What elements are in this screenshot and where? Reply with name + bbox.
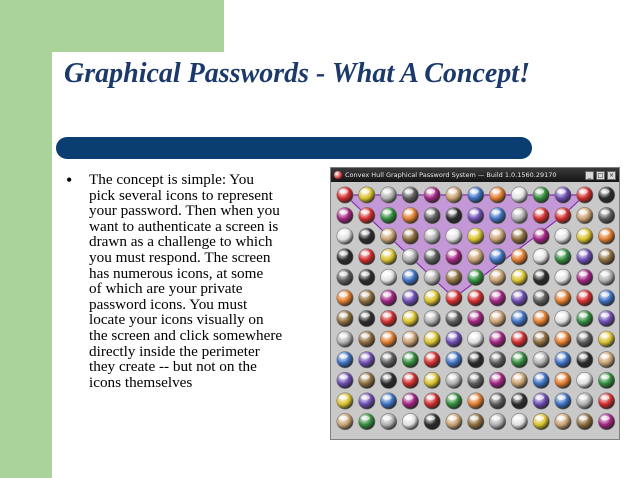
icon-gloss	[426, 292, 435, 297]
icon-gloss	[361, 375, 370, 380]
icon-gloss	[557, 272, 566, 277]
icon-gloss	[361, 251, 370, 256]
green-left-band	[0, 0, 52, 478]
icon-gloss	[535, 230, 544, 235]
icon-gloss	[492, 395, 501, 400]
icon-gloss	[557, 375, 566, 380]
icon-gloss	[579, 333, 588, 338]
green-top-block	[52, 0, 224, 52]
icon-gloss	[339, 395, 348, 400]
icon-gloss	[339, 189, 348, 194]
icon-gloss	[383, 292, 392, 297]
icon-gloss	[448, 416, 457, 421]
icon-gloss	[404, 210, 413, 215]
icon-gloss	[601, 251, 610, 256]
icon-gloss	[404, 292, 413, 297]
icon-gloss	[339, 251, 348, 256]
icon-gloss	[492, 333, 501, 338]
icon-gloss	[579, 354, 588, 359]
icon-gloss	[492, 230, 501, 235]
icon-gloss	[579, 189, 588, 194]
icon-gloss	[557, 333, 566, 338]
icon-gloss	[448, 354, 457, 359]
icon-gloss	[535, 189, 544, 194]
icon-gloss	[339, 333, 348, 338]
icon-gloss	[601, 333, 610, 338]
icon-gloss	[535, 395, 544, 400]
icon-gloss	[426, 395, 435, 400]
icon-gloss	[513, 313, 522, 318]
icon-gloss	[470, 354, 479, 359]
icon-gloss	[492, 210, 501, 215]
icon-gloss	[601, 375, 610, 380]
icon-gloss	[470, 416, 479, 421]
icon-gloss	[470, 292, 479, 297]
icon-gloss	[579, 272, 588, 277]
icon-gloss	[361, 416, 370, 421]
icon-gloss	[383, 333, 392, 338]
icon-gloss	[579, 292, 588, 297]
icon-gloss	[339, 313, 348, 318]
icon-gloss	[404, 395, 413, 400]
icon-gloss	[557, 189, 566, 194]
icon-gloss	[383, 354, 392, 359]
icon-gloss	[448, 230, 457, 235]
icon-gloss	[513, 292, 522, 297]
icon-gloss	[404, 272, 413, 277]
maximize-button[interactable]: □	[597, 171, 604, 179]
icon-gloss	[513, 210, 522, 215]
icon-gloss	[492, 251, 501, 256]
icon-gloss	[579, 251, 588, 256]
icon-gloss	[339, 292, 348, 297]
icon-gloss	[426, 313, 435, 318]
icon-gloss	[361, 210, 370, 215]
icon-gloss	[535, 292, 544, 297]
icon-gloss	[557, 251, 566, 256]
icon-gloss	[426, 416, 435, 421]
icon-gloss	[492, 313, 501, 318]
icon-gloss	[470, 210, 479, 215]
minimize-button[interactable]: _	[585, 171, 594, 180]
icon-gloss	[535, 333, 544, 338]
icon-gloss	[426, 210, 435, 215]
icon-gloss	[448, 210, 457, 215]
icon-gloss	[470, 333, 479, 338]
icon-gloss	[448, 189, 457, 194]
icon-gloss	[383, 210, 392, 215]
icon-gloss	[579, 313, 588, 318]
icon-gloss	[513, 354, 522, 359]
icon-gloss	[492, 292, 501, 297]
icon-gloss	[601, 210, 610, 215]
icon-gloss	[448, 395, 457, 400]
icon-gloss	[361, 189, 370, 194]
icon-gloss	[535, 313, 544, 318]
icon-gloss	[383, 375, 392, 380]
icon-gloss	[383, 230, 392, 235]
icon-gloss	[426, 375, 435, 380]
icon-gloss	[361, 230, 370, 235]
app-icon	[334, 171, 342, 179]
icon-gloss	[557, 230, 566, 235]
password-screenshot	[330, 167, 620, 440]
icon-gloss	[513, 230, 522, 235]
icon-gloss	[601, 230, 610, 235]
icon-gloss	[404, 416, 413, 421]
icon-gloss	[557, 354, 566, 359]
icon-gloss	[404, 375, 413, 380]
icon-gloss	[601, 395, 610, 400]
icon-gloss	[383, 416, 392, 421]
icon-gloss	[535, 375, 544, 380]
icon-gloss	[513, 333, 522, 338]
icon-gloss	[448, 375, 457, 380]
icon-gloss	[579, 210, 588, 215]
icon-gloss	[601, 189, 610, 194]
icon-gloss	[470, 313, 479, 318]
convex-hull-region[interactable]	[345, 195, 585, 298]
icon-gloss	[339, 416, 348, 421]
icon-gloss	[448, 313, 457, 318]
icon-gloss	[361, 395, 370, 400]
icon-gloss	[339, 354, 348, 359]
icon-gloss	[448, 333, 457, 338]
icon-gloss	[383, 272, 392, 277]
icon-gloss	[557, 313, 566, 318]
icon-gloss	[601, 313, 610, 318]
icon-gloss	[557, 395, 566, 400]
icon-grid	[331, 182, 619, 439]
icon-gloss	[492, 189, 501, 194]
icon-gloss	[492, 354, 501, 359]
icon-gloss	[470, 230, 479, 235]
icon-gloss	[579, 230, 588, 235]
icon-gloss	[361, 354, 370, 359]
icon-gloss	[601, 292, 610, 297]
screenshot-title-bar	[331, 168, 619, 182]
icon-gloss	[361, 292, 370, 297]
icon-gloss	[535, 251, 544, 256]
icon-gloss	[426, 333, 435, 338]
icon-gloss	[601, 416, 610, 421]
icon-gloss	[535, 416, 544, 421]
icon-gloss	[361, 333, 370, 338]
icon-gloss	[426, 272, 435, 277]
icon-gloss	[470, 395, 479, 400]
icon-gloss	[492, 375, 501, 380]
icon-gloss	[426, 189, 435, 194]
icon-gloss	[579, 416, 588, 421]
icon-gloss	[383, 251, 392, 256]
close-button[interactable]: ×	[608, 171, 615, 179]
icon-gloss	[492, 416, 501, 421]
icon-gloss	[601, 272, 610, 277]
icon-gloss	[448, 272, 457, 277]
icon-gloss	[448, 292, 457, 297]
icon-gloss	[426, 251, 435, 256]
icon-gloss	[513, 375, 522, 380]
icon-gloss	[470, 375, 479, 380]
icon-gloss	[535, 210, 544, 215]
icon-gloss	[535, 272, 544, 277]
slide-title: Graphical Passwords - What A Concept!	[64, 58, 530, 89]
icon-gloss	[339, 272, 348, 277]
icon-gloss	[339, 210, 348, 215]
bullet-text: The concept is simple: You pick several icons to represent your password. Then when you want to authenticate a screen is drawn as a challenge to which you must respond. The screen has numerous icons, at some of which are your private password icons. You must locate your icons visually on the screen and click somewhere directly inside the perimeter they create -- but not on the icons themselves	[89, 171, 283, 391]
icon-gloss	[426, 354, 435, 359]
icon-gloss	[448, 251, 457, 256]
icon-gloss	[339, 230, 348, 235]
icon-gloss	[383, 395, 392, 400]
icon-gloss	[513, 189, 522, 194]
icon-gloss	[426, 230, 435, 235]
bullet-marker: •	[66, 170, 73, 190]
icon-gloss	[361, 313, 370, 318]
icon-gloss	[404, 313, 413, 318]
title-underline-bar	[56, 137, 532, 159]
icon-gloss	[492, 272, 501, 277]
icon-gloss	[470, 272, 479, 277]
icon-gloss	[513, 395, 522, 400]
icon-gloss	[513, 251, 522, 256]
icon-gloss	[404, 333, 413, 338]
icon-gloss	[513, 272, 522, 277]
icon-gloss	[361, 272, 370, 277]
icon-gloss	[579, 375, 588, 380]
icon-gloss	[404, 189, 413, 194]
icon-gloss	[383, 189, 392, 194]
icon-gloss	[404, 230, 413, 235]
icon-gloss	[513, 416, 522, 421]
icon-gloss	[404, 354, 413, 359]
icon-gloss	[557, 292, 566, 297]
icon-gloss	[579, 395, 588, 400]
icon-gloss	[404, 251, 413, 256]
icon-gloss	[601, 354, 610, 359]
icon-gloss	[557, 416, 566, 421]
icon-gloss	[470, 251, 479, 256]
icon-gloss	[383, 313, 392, 318]
icon-gloss	[535, 354, 544, 359]
screenshot-window-title: Convex Hull Graphical Password System — Build 1.0.1560.29170	[345, 171, 557, 179]
icon-gloss	[470, 189, 479, 194]
icon-gloss	[339, 375, 348, 380]
icon-gloss	[557, 210, 566, 215]
